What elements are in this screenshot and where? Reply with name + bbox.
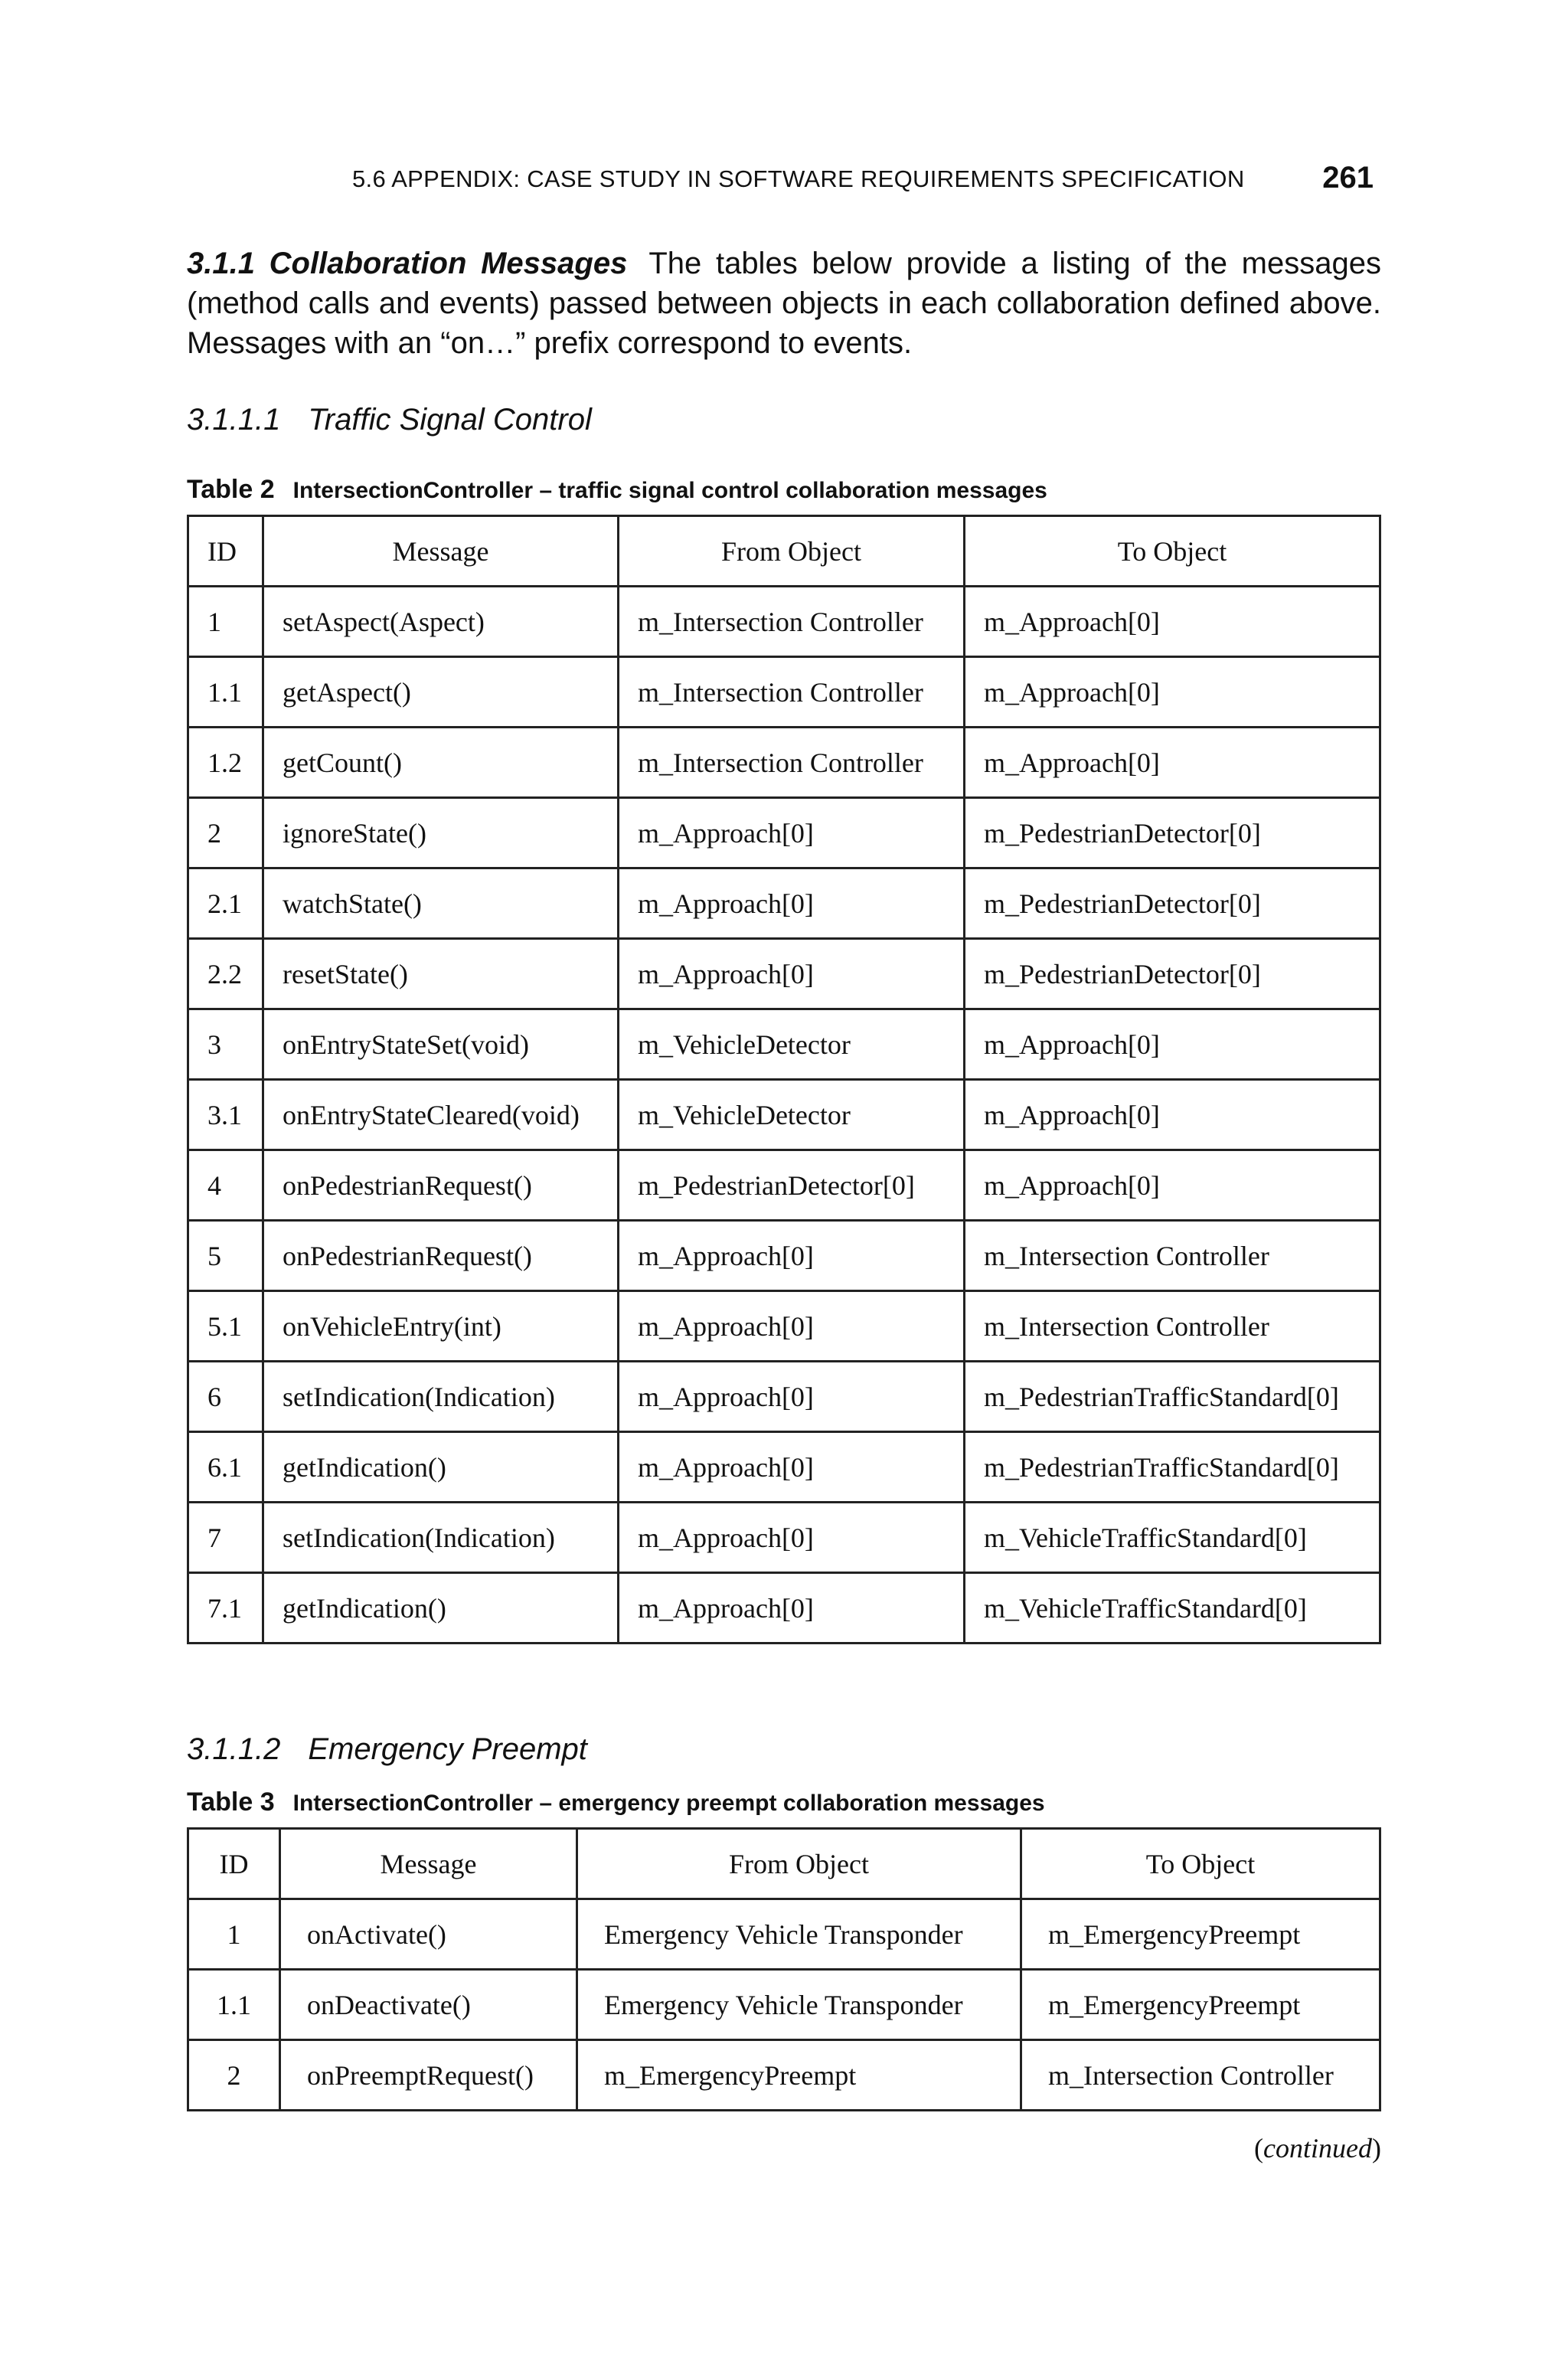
cell-id: 1.1 (188, 1970, 280, 2040)
subsection-heading-traffic (187, 403, 1381, 437)
cell-to-object: m_PedestrianTrafficStandard[0] (965, 1432, 1380, 1503)
cell-to-object: m_PedestrianDetector[0] (965, 868, 1380, 939)
cell-id: 1 (188, 1899, 280, 1970)
subsection-title: Traffic Signal Control (308, 403, 592, 437)
cell-from-object: m_Approach[0] (619, 1362, 965, 1432)
cell-id: 2.1 (188, 868, 263, 939)
table2-caption (187, 475, 1381, 505)
cell-message: resetState() (263, 939, 619, 1009)
section-heading-collaboration-messages: 3.1.1 Collaboration Messages (187, 247, 628, 280)
cell-to-object: m_VehicleTrafficStandard[0] (965, 1503, 1380, 1573)
header-from-object: From Object (619, 516, 965, 587)
cell-to-object: m_EmergencyPreempt (1021, 1970, 1380, 2040)
cell-id: 4 (188, 1150, 263, 1221)
cell-to-object: m_VehicleTrafficStandard[0] (965, 1573, 1380, 1644)
table3-label: Table 3 (187, 1787, 275, 1817)
cell-to-object: m_Intersection Controller (1021, 2040, 1380, 2111)
table3-caption-text: IntersectionController – emergency preempt collaboration messages (292, 1791, 1045, 1816)
subsection-number: 3.1.1.2 (187, 1732, 281, 1766)
cell-from-object: m_Approach[0] (619, 1573, 965, 1644)
subsection-title: Emergency Preempt (308, 1732, 587, 1766)
table-row (188, 1150, 1380, 1221)
cell-message: onPreemptRequest() (280, 2040, 577, 2111)
cell-from-object: m_Approach[0] (619, 1503, 965, 1573)
header-message: Message (280, 1829, 577, 1899)
cell-message: onVehicleEntry(int) (263, 1291, 619, 1362)
table-row (188, 1503, 1380, 1573)
subsection-heading-emergency (187, 1732, 1381, 1767)
cell-message: setIndication(Indication) (263, 1362, 619, 1432)
cell-id: 1.1 (188, 657, 263, 728)
cell-to-object: m_EmergencyPreempt (1021, 1899, 1380, 1970)
cell-to-object: m_PedestrianDetector[0] (965, 939, 1380, 1009)
table-header-row (188, 1829, 1380, 1899)
cell-id: 6.1 (188, 1432, 263, 1503)
cell-id: 5 (188, 1221, 263, 1291)
cell-from-object: Emergency Vehicle Transponder (577, 1970, 1021, 2040)
table-row (188, 798, 1380, 868)
table-row (188, 1221, 1380, 1291)
cell-id: 2 (188, 2040, 280, 2111)
cell-message: onDeactivate() (280, 1970, 577, 2040)
table-row (188, 1362, 1380, 1432)
cell-id: 3.1 (188, 1080, 263, 1150)
cell-to-object: m_PedestrianDetector[0] (965, 798, 1380, 868)
cell-message: getIndication() (263, 1432, 619, 1503)
cell-from-object: m_Approach[0] (619, 939, 965, 1009)
cell-from-object: m_Approach[0] (619, 1432, 965, 1503)
table-row (188, 728, 1380, 798)
table-row (188, 1432, 1380, 1503)
cell-from-object: m_Intersection Controller (619, 587, 965, 657)
header-message: Message (263, 516, 619, 587)
table2-caption-text: IntersectionController – traffic signal control collaboration messages (292, 478, 1047, 503)
cell-to-object: m_Intersection Controller (965, 1291, 1380, 1362)
cell-to-object: m_Approach[0] (965, 1009, 1380, 1080)
table-row (188, 587, 1380, 657)
cell-id: 6 (188, 1362, 263, 1432)
table3-caption (187, 1787, 1381, 1817)
running-head (0, 161, 1568, 199)
cell-from-object: m_Intersection Controller (619, 657, 965, 728)
cell-id: 7.1 (188, 1573, 263, 1644)
cell-from-object: m_PedestrianDetector[0] (619, 1150, 965, 1221)
cell-to-object: m_Intersection Controller (965, 1221, 1380, 1291)
cell-message: getAspect() (263, 657, 619, 728)
cell-message: setIndication(Indication) (263, 1503, 619, 1573)
cell-message: getIndication() (263, 1573, 619, 1644)
header-to-object: To Object (965, 516, 1380, 587)
table-row (188, 1009, 1380, 1080)
table3 (187, 1827, 1381, 2111)
cell-id: 7 (188, 1503, 263, 1573)
continued-note: (continued) (1254, 2133, 1381, 2164)
cell-id: 1 (188, 587, 263, 657)
cell-from-object: m_Approach[0] (619, 868, 965, 939)
table-row (188, 939, 1380, 1009)
cell-from-object: m_Approach[0] (619, 798, 965, 868)
table-row (188, 657, 1380, 728)
cell-message: onPedestrianRequest() (263, 1221, 619, 1291)
cell-from-object: m_VehicleDetector (619, 1080, 965, 1150)
cell-to-object: m_Approach[0] (965, 1080, 1380, 1150)
table-row (188, 1970, 1380, 2040)
cell-message: setAspect(Aspect) (263, 587, 619, 657)
intro-paragraph (187, 244, 1381, 363)
continued-label: continued (1263, 2133, 1372, 2164)
cell-id: 1.2 (188, 728, 263, 798)
table2 (187, 515, 1381, 1644)
cell-message: watchState() (263, 868, 619, 939)
cell-id: 2.2 (188, 939, 263, 1009)
cell-message: ignoreState() (263, 798, 619, 868)
cell-id: 5.1 (188, 1291, 263, 1362)
header-id: ID (188, 516, 263, 587)
cell-from-object: m_VehicleDetector (619, 1009, 965, 1080)
table-row (188, 1080, 1380, 1150)
table-row (188, 1573, 1380, 1644)
table-row (188, 1291, 1380, 1362)
running-head-title: 5.6 APPENDIX: CASE STUDY IN SOFTWARE REQUIREMENTS SPECIFICATION (352, 165, 1245, 192)
cell-from-object: Emergency Vehicle Transponder (577, 1899, 1021, 1970)
header-from-object: From Object (577, 1829, 1021, 1899)
cell-to-object: m_Approach[0] (965, 587, 1380, 657)
cell-message: getCount() (263, 728, 619, 798)
cell-message: onEntryStateCleared(void) (263, 1080, 619, 1150)
page-number: 261 (1322, 161, 1374, 195)
subsection-number: 3.1.1.1 (187, 403, 281, 437)
cell-to-object: m_PedestrianTrafficStandard[0] (965, 1362, 1380, 1432)
intro-body: The tables below provide a listing of the messages (method calls and events) passed between objects in each collaboration defined above. Messages with an “on…” prefix correspond to events. (187, 247, 1381, 360)
cell-id: 3 (188, 1009, 263, 1080)
cell-id: 2 (188, 798, 263, 868)
cell-from-object: m_EmergencyPreempt (577, 2040, 1021, 2111)
cell-from-object: m_Approach[0] (619, 1221, 965, 1291)
table-row (188, 1899, 1380, 1970)
cell-from-object: m_Approach[0] (619, 1291, 965, 1362)
cell-to-object: m_Approach[0] (965, 657, 1380, 728)
cell-message: onEntryStateSet(void) (263, 1009, 619, 1080)
table-header-row (188, 516, 1380, 587)
cell-to-object: m_Approach[0] (965, 728, 1380, 798)
table2-label: Table 2 (187, 475, 275, 504)
header-to-object: To Object (1021, 1829, 1380, 1899)
table-row (188, 868, 1380, 939)
cell-from-object: m_Intersection Controller (619, 728, 965, 798)
cell-message: onPedestrianRequest() (263, 1150, 619, 1221)
table-row (188, 2040, 1380, 2111)
cell-message: onActivate() (280, 1899, 577, 1970)
cell-to-object: m_Approach[0] (965, 1150, 1380, 1221)
header-id: ID (188, 1829, 280, 1899)
